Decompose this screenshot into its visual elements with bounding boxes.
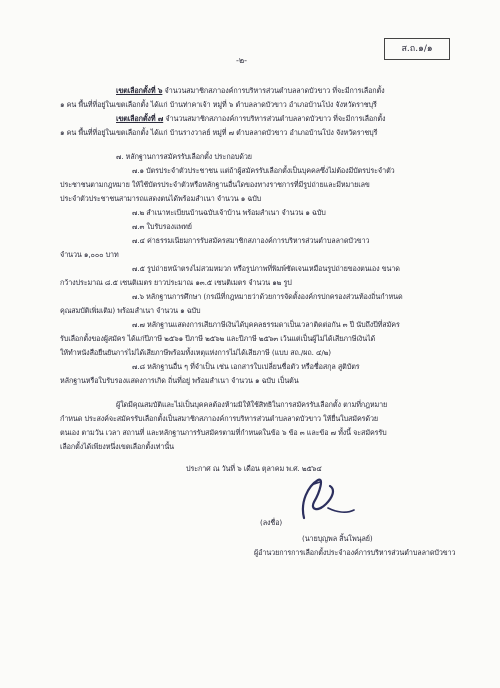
zone7-heading: เขตเลือกตั้งที่ ๗ xyxy=(116,114,164,123)
signed-label: (ลงชื่อ) xyxy=(260,518,283,527)
zone6-line1-text: จำนวนสมาชิกสภาองค์การบริหารส่วนตำบลลาดบัวขาว ที่จะมีการเลือกตั้ง xyxy=(164,86,385,95)
body-line: คุณสมบัติเพิ่มเติม) พร้อมสำเนา จำนวน ๑ ฉบับ xyxy=(60,306,201,315)
closing-line: เลือกตั้งได้เพียงหนึ่งเขตเลือกตั้งเท่านั้น xyxy=(60,442,174,451)
body-line: รับเลือกตั้งของผู้สมัคร ได้แก่ปีภาษี ๒๕๖๑ ปีภาษี ๒๕๖๒ และปีภาษี ๒๕๖๓ เว้นแต่เป็นผู้ไม่ได้เสียภาษีเงินได้ xyxy=(60,334,376,343)
zone6-line1 xyxy=(116,86,385,95)
body-line: กว้างประมาณ ๘.๕ เซนติเมตร ยาวประมาณ ๑๓.๕ เซนติเมตร จำนวน ๑๒ รูป xyxy=(60,278,292,287)
body-line: ให้ทำหนังสือยืนยันการไม่ได้เสียภาษีพร้อมทั้งเหตุแห่งการไม่ได้เสียภาษี (แบบ สถ./ผถ. ๔/๒) xyxy=(60,348,331,357)
body-line: ประจำตัวประชาชนสามารถแสดงตนได้พร้อมสำเนา จำนวน ๑ ฉบับ xyxy=(60,194,262,203)
body-line: ๗.๕ รูปถ่ายหน้าตรงไม่สวมหมวก หรือรูปภาพที่พิมพ์ชัดเจนเหมือนรูปถ่ายของตนเอง ขนาด xyxy=(132,264,400,273)
body-line: หลักฐานหรือใบรับรองแสดงการเกิด ถิ่นที่อยู่ พร้อมสำเนา จำนวน ๑ ฉบับ เป็นต้น xyxy=(60,376,299,385)
zone6-heading: เขตเลือกตั้งที่ ๖ xyxy=(116,86,163,95)
body-line: ๗.๔ ค่าธรรมเนียมการรับสมัครสมาชิกสภาองค์การบริหารส่วนตำบลลาดบัวขาว xyxy=(132,236,370,245)
signatory-name: (นายบุญพล สิ้นโพนุลย์) xyxy=(302,534,373,543)
body-line: ๗.๓ ใบรับรองแพทย์ xyxy=(132,222,192,231)
body-line: ๗. หลักฐานการสมัครรับเลือกตั้ง ประกอบด้วย xyxy=(116,152,252,161)
body-line: ๗.๗ หลักฐานแสดงการเสียภาษีเงินได้บุคคลธรรมดาเป็นเวลาติดต่อกัน ๓ ปี นับถึงปีที่สมัคร xyxy=(132,320,400,329)
closing-line: ตนเอง ตามวัน เวลา สถานที่ และหลักฐานการรับสมัครตามที่กำหนดในข้อ ๖ ข้อ ๓ และข้อ ๗ ทั้งนี้ จะสมัครรับ xyxy=(60,428,387,437)
closing-line: ผู้ใดมีคุณสมบัติและไม่เป็นบุคคลต้องห้ามมิให้ใช้สิทธิในการสมัครรับเลือกตั้ง ตามที่กฎหมาย xyxy=(116,400,388,409)
zone6-line2: ๑ คน พื้นที่ที่อยู่ในเขตเลือกตั้ง ได้แก่ บ้านท่าคาเจ้า หมู่ที่ ๖ ตำบลลาดบัวขาว อำเภอบ้านโป่ง จังหวัดราชบุรี xyxy=(60,100,377,109)
body-line: ๗.๘ หลักฐานอื่น ๆ ที่จำเป็น เช่น เอกสารใบเปลี่ยนชื่อตัว หรือชื่อสกุล สูติบัตร xyxy=(132,362,360,371)
form-code-box: ส.ถ.๑/๑ xyxy=(384,38,450,60)
body-line: จำนวน ๑,๐๐๐ บาท xyxy=(60,250,119,259)
zone7-line1 xyxy=(116,114,385,123)
handwritten-signature xyxy=(290,472,360,522)
body-line: ประชาชนตามกฎหมาย ให้ใช้บัตรประจำตัวหรือหลักฐานอื่นใดของทางราชการที่มีรูปถ่ายและมีหมายเลข xyxy=(60,180,370,189)
announcement-date: ประกาศ ณ วันที่ ๖ เดือน ตุลาคม พ.ศ. ๒๕๖๔ xyxy=(186,464,322,473)
page-number: -๒- xyxy=(236,56,248,65)
signatory-position: ผู้อำนวยการการเลือกตั้งประจำองค์การบริหารส่วนตำบลลาดบัวขาว xyxy=(254,548,456,557)
zone7-line2: ๑ คน พื้นที่ที่อยู่ในเขตเลือกตั้ง ได้แก่ บ้านรางวาลย์ หมู่ที่ ๗ ตำบลลาดบัวขาว อำเภอบ้านโป่ง จังหวัดราชบุรี xyxy=(60,128,378,137)
closing-line: กำหนด ประสงค์จะสมัครรับเลือกตั้งเป็นสมาชิกสภาองค์การบริหารส่วนตำบลลาดบัวขาว ให้ยื่นใบสมัครด้วย xyxy=(60,414,379,423)
body-line: ๗.๑ บัตรประจำตัวประชาชน แต่ถ้าผู้สมัครรับเลือกตั้งเป็นบุคคลซึ่งไม่ต้องมีบัตรประจำตัว xyxy=(132,166,395,175)
zone7-line1-text: จำนวนสมาชิกสภาองค์การบริหารส่วนตำบลลาดบัวขาว ที่จะมีการเลือกตั้ง xyxy=(165,114,386,123)
body-line: ๗.๖ หลักฐานการศึกษา (กรณีที่กฎหมายว่าด้วยการจัดตั้งองค์กรปกครองส่วนท้องถิ่นกำหนด xyxy=(132,292,403,301)
body-line: ๗.๒ สำเนาทะเบียนบ้านฉบับเจ้าบ้าน พร้อมสำเนา จำนวน ๑ ฉบับ xyxy=(132,208,326,217)
